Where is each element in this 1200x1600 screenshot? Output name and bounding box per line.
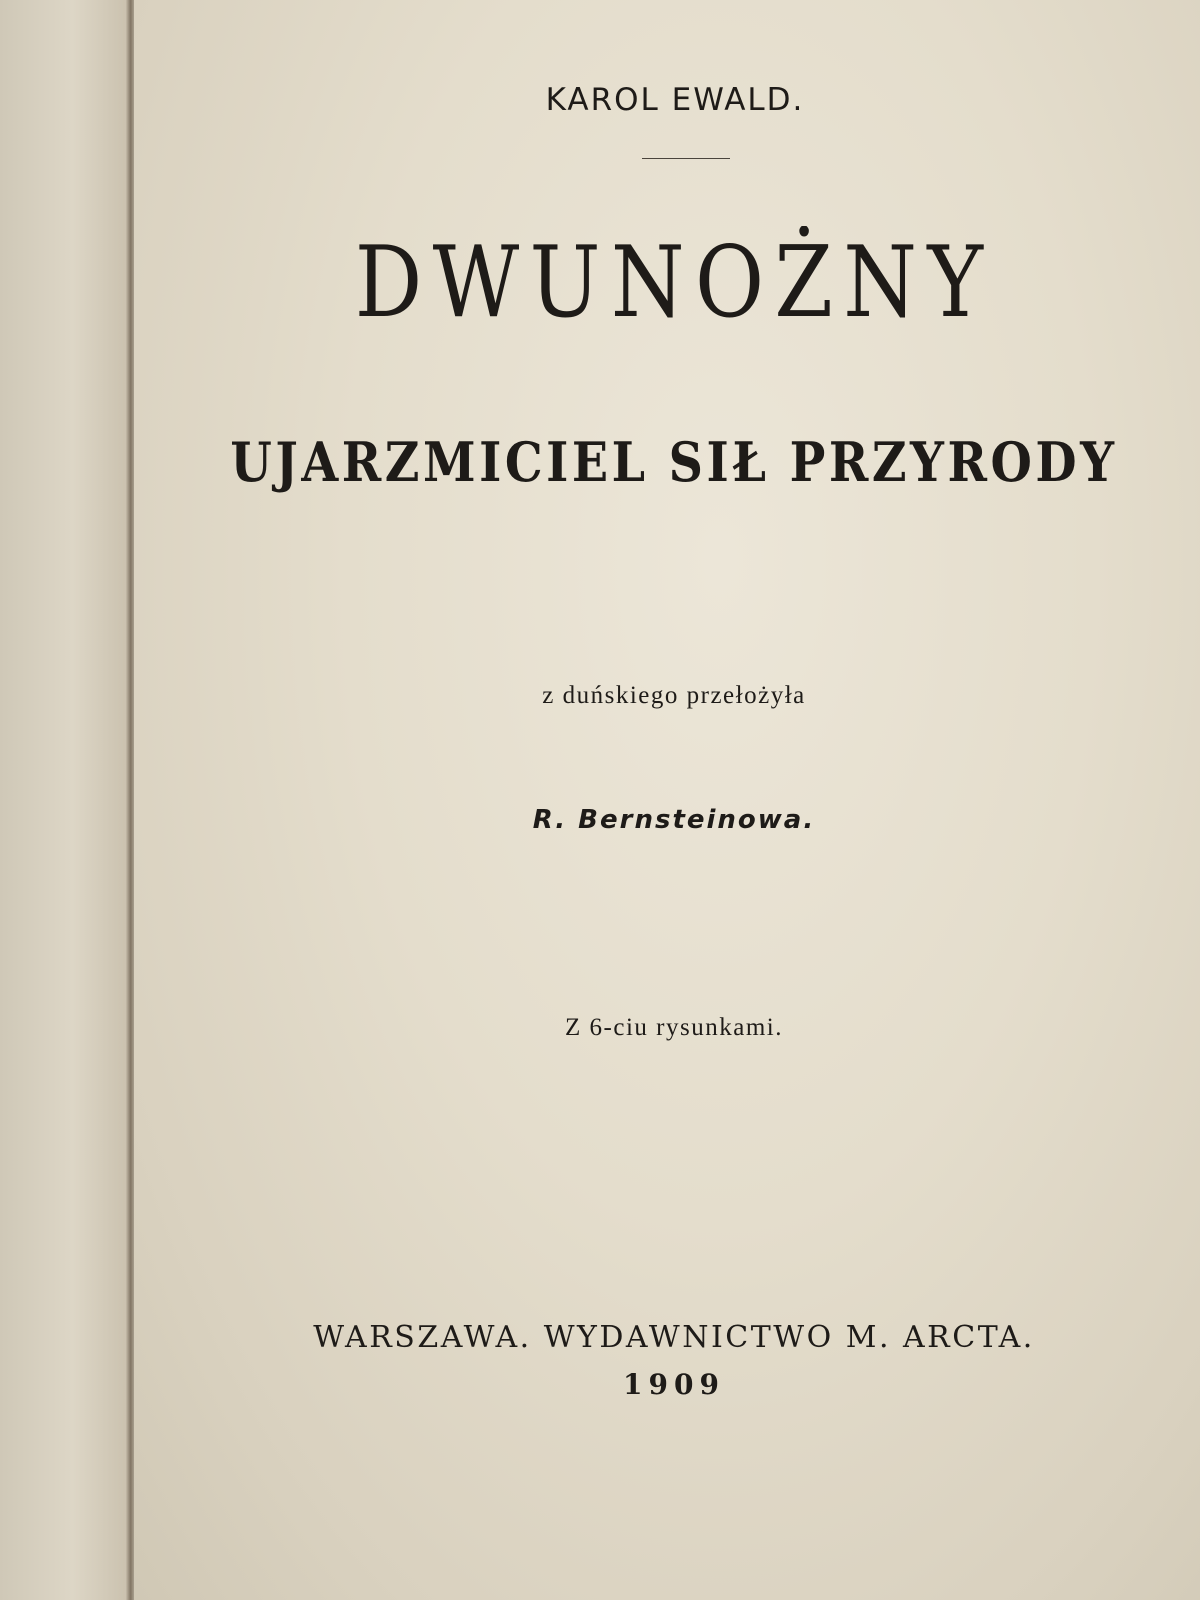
author-name: KAROL EWALD. — [545, 82, 805, 118]
illustrations-note: Z 6-ciu rysunkami. — [565, 1014, 783, 1041]
left-page-edge — [0, 0, 132, 1600]
decorative-rule — [642, 158, 730, 159]
publication-year: 1909 — [623, 1368, 725, 1401]
translation-note: z duńskiego przełożyła — [542, 682, 806, 709]
book-title: DWUNOŻNY — [354, 226, 994, 340]
title-page — [134, 0, 1200, 1600]
book-subtitle: UJARZMICIEL SIŁ PRZYRODY — [230, 430, 1118, 494]
publisher-line: WARSZAWA. WYDAWNICTWO M. ARCTA. — [313, 1320, 1035, 1355]
translator-name: R. Bernsteinowa. — [532, 805, 816, 835]
